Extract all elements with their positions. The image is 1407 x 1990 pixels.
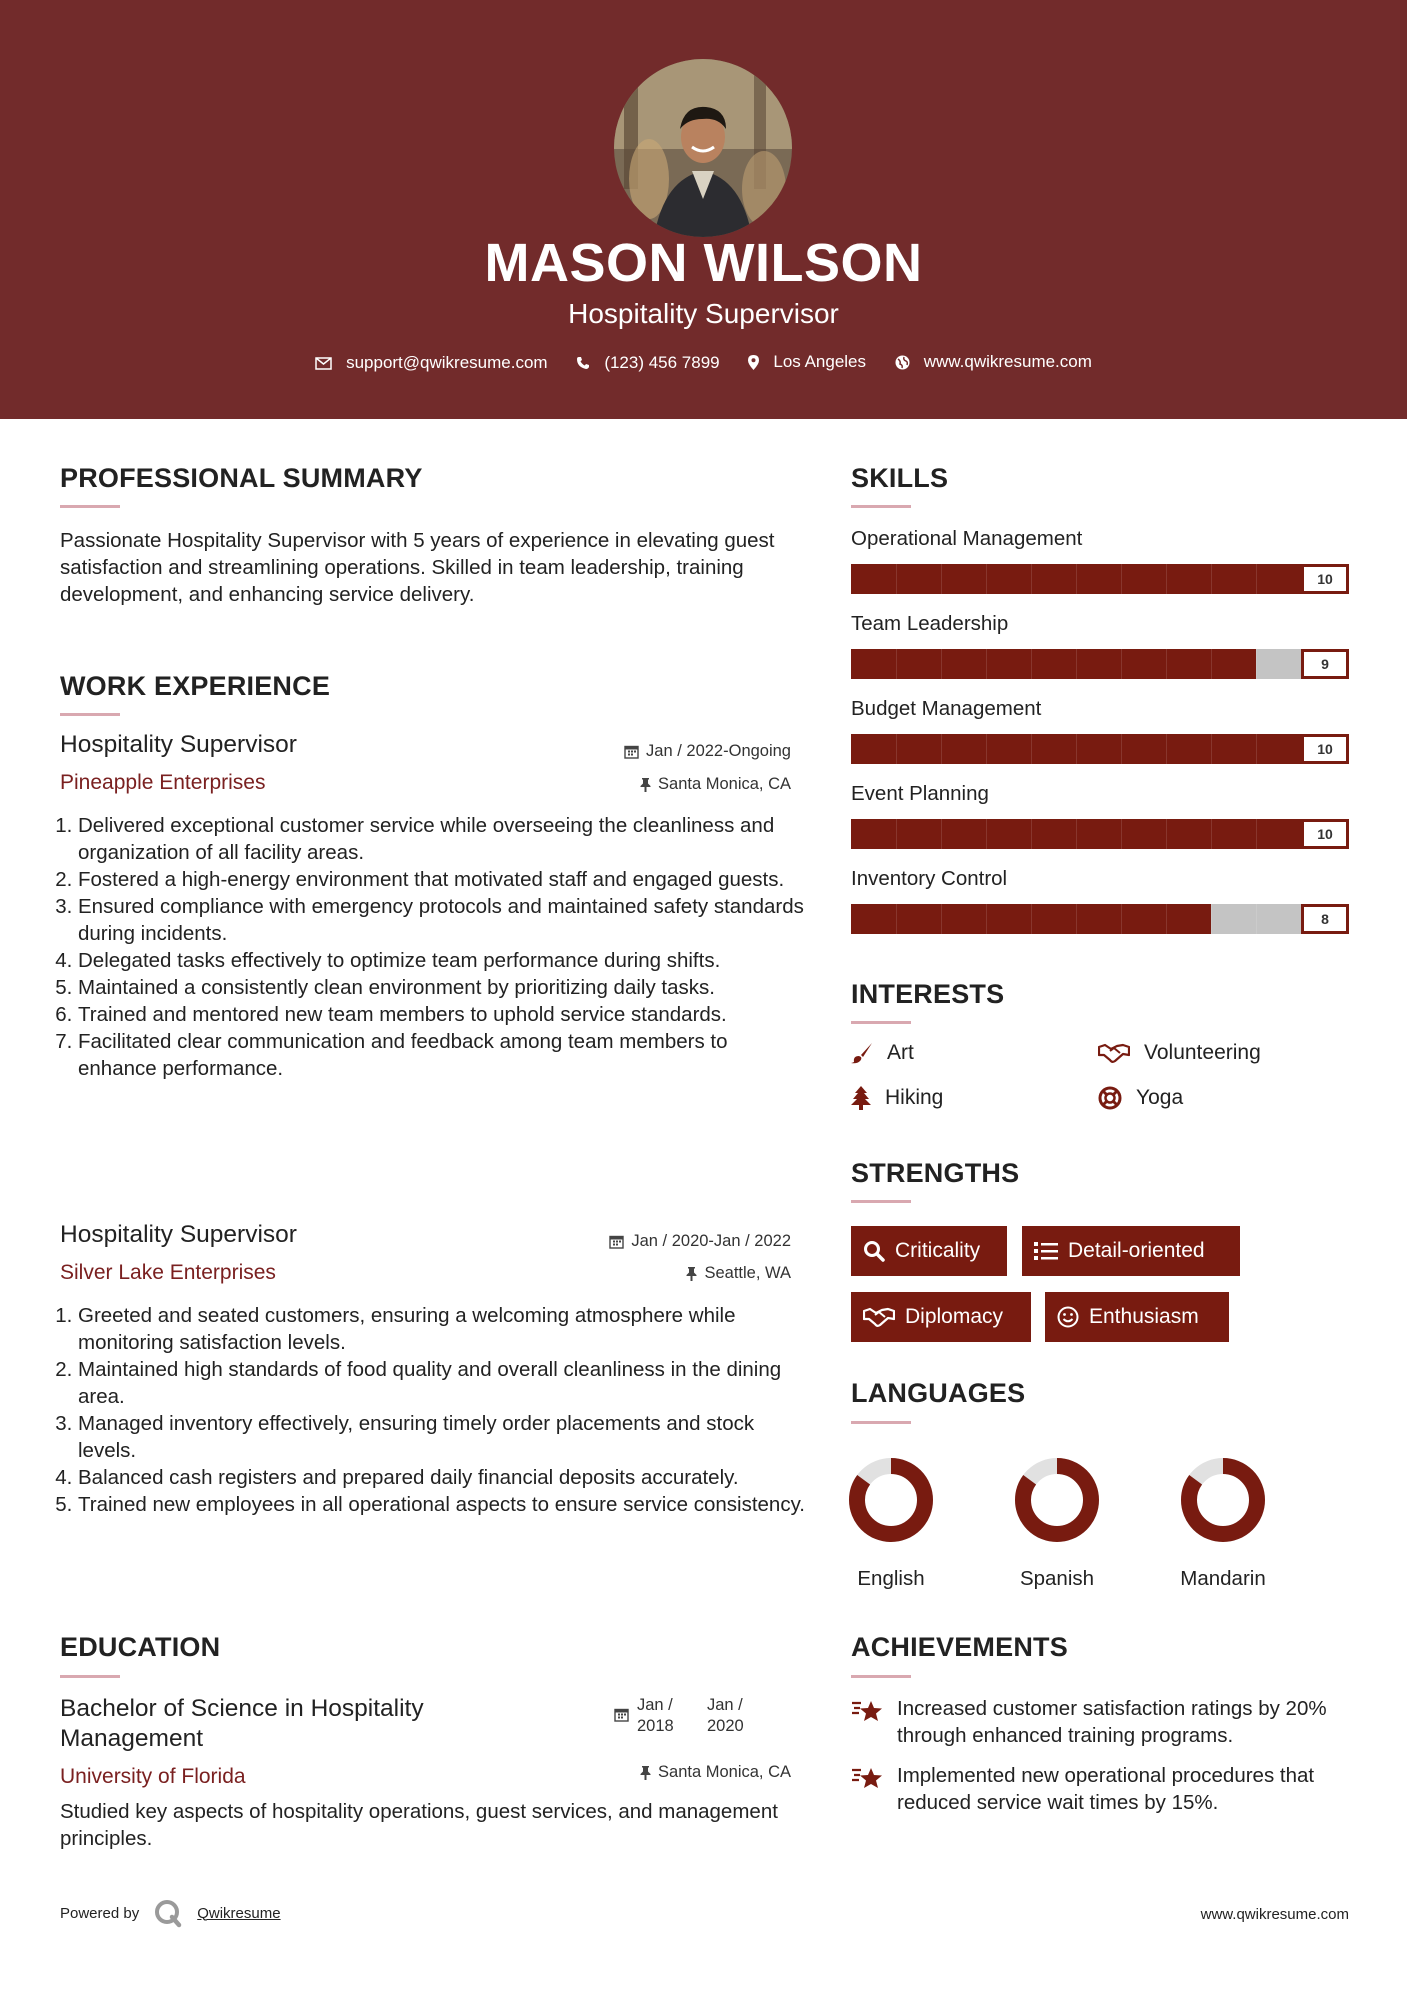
skill-bar-divider: [941, 564, 942, 594]
skill-bar-divider: [1211, 649, 1212, 679]
education-dates: [614, 1695, 757, 1737]
strength-chip-diplomacy: [851, 1292, 1031, 1342]
contact-bar: [0, 352, 1407, 375]
language-item: [1163, 1455, 1283, 1590]
skill-bar-divider: [1076, 564, 1077, 594]
education-degree: Bachelor of Science in Hospitality Management: [60, 1695, 424, 1752]
skill-bar-divider: [1211, 904, 1212, 934]
skill-bar-divider: [1121, 734, 1122, 764]
interests-underline: [851, 1021, 911, 1024]
envelope-icon: [315, 357, 332, 370]
pushpin-icon: [686, 1267, 697, 1281]
footer-website[interactable]: www.qwikresume.com: [1200, 1906, 1349, 1923]
skill-bar-divider: [1166, 819, 1167, 849]
education-date-end: Jan / 2020: [707, 1696, 744, 1735]
skill-score: 9: [1301, 649, 1349, 679]
skill-bar-divider: [1076, 649, 1077, 679]
skill-bar-divider: [1031, 734, 1032, 764]
skill-bar-divider: [1166, 904, 1167, 934]
list-item: 5. Maintained a consistently clean environment by prioritizing daily tasks.: [78, 974, 808, 1001]
language-item: [997, 1455, 1117, 1590]
list-item: 1. Greeted and seated customers, ensuring a welcoming atmosphere while monitoring satisfaction levels.: [78, 1302, 808, 1356]
interests-heading: INTERESTS: [851, 979, 1005, 1009]
smile-icon: [1057, 1306, 1079, 1328]
language-label: Mandarin: [1180, 1567, 1266, 1590]
skill-bar-divider: [1211, 819, 1212, 849]
skill-bar-divider: [986, 819, 987, 849]
list-item: 3. Managed inventory effectively, ensuring timely order placements and stock levels.: [78, 1410, 808, 1464]
skill-bar: [851, 819, 1349, 849]
profile-photo: [614, 59, 792, 237]
interest-yoga: [1098, 1086, 1183, 1110]
skill-bar-divider: [1256, 904, 1257, 934]
star-award-icon: [851, 1764, 885, 1792]
contact-website-text: www.qwikresume.com: [923, 352, 1092, 371]
strength-label: Enthusiasm: [1089, 1305, 1199, 1328]
qwikresume-link[interactable]: Qwikresume: [197, 1904, 281, 1922]
language-label: English: [857, 1567, 925, 1590]
skill-bar-divider: [1121, 904, 1122, 934]
list-item: 7. Facilitated clear communication and feedback among team members to enhance performance.: [78, 1028, 808, 1082]
interest-label: Hiking: [885, 1086, 944, 1109]
list-item: 5. Trained new employees in all operational aspects to ensure service consistency.: [78, 1491, 808, 1518]
interest-hiking: [851, 1086, 943, 1110]
skill-bar: [851, 904, 1349, 934]
skill-bar-divider: [1031, 904, 1032, 934]
strength-chip-detail-oriented: [1022, 1226, 1240, 1276]
skill-bar-fill: [851, 649, 1256, 679]
skill-bar-divider: [1166, 734, 1167, 764]
strengths-heading: STRENGTHS: [851, 1158, 1020, 1188]
skill-bar-divider: [896, 649, 897, 679]
skill-score: 10: [1301, 819, 1349, 849]
contact-phone-text: (123) 456 7899: [604, 352, 720, 372]
strength-label: Diplomacy: [905, 1305, 1004, 1328]
job-2-location-text: Seattle, WA: [704, 1264, 791, 1282]
lifebuoy-icon: [1098, 1086, 1122, 1110]
skill-bar-divider: [1076, 819, 1077, 849]
skill-bar-divider: [1211, 734, 1212, 764]
skill-bar-divider: [986, 904, 987, 934]
skill-label: Budget Management: [851, 697, 1042, 720]
pushpin-icon: [640, 1766, 651, 1780]
skill-score: 8: [1301, 904, 1349, 934]
contact-phone[interactable]: [576, 353, 719, 373]
skill-bar-divider: [1256, 649, 1257, 679]
phone-icon: [576, 356, 590, 370]
pushpin-icon: [640, 778, 651, 792]
globe-icon: [895, 355, 910, 370]
interest-label: Volunteering: [1144, 1041, 1261, 1064]
summary-text: Passionate Hospitality Supervisor with 5 years of experience in elevating guest satisfaction and streamlining operations. Skilled in team leadership, training development, and enhancing service delivery.: [60, 529, 775, 606]
skill-bar-divider: [1121, 649, 1122, 679]
map-pin-icon: [748, 355, 759, 370]
skill-bar-divider: [1031, 649, 1032, 679]
handshake-icon: [863, 1307, 895, 1327]
candidate-title: Hospitality Supervisor: [568, 298, 839, 329]
summary-underline: [60, 505, 120, 508]
education-heading: EDUCATION: [60, 1632, 221, 1662]
job-1-title: Hospitality Supervisor: [60, 731, 297, 758]
language-donut: [997, 1455, 1117, 1545]
skill-label: Inventory Control: [851, 867, 1008, 890]
strengths-underline: [851, 1200, 911, 1203]
interest-label: Yoga: [1136, 1086, 1184, 1109]
list-item: 6. Trained and mentored new team members to uphold service standards.: [78, 1001, 808, 1028]
skill-score: 10: [1301, 734, 1349, 764]
skill-bar: [851, 734, 1349, 764]
education-text: Studied key aspects of hospitality operations, guest services, and management principles.: [60, 1800, 778, 1850]
skill-bar-divider: [1256, 819, 1257, 849]
language-label: Spanish: [1019, 1567, 1095, 1590]
calendar-icon: [609, 1234, 624, 1249]
skills-underline: [851, 505, 911, 508]
list-item: 2. Maintained high standards of food quality and overall cleanliness in the dining area.: [78, 1356, 808, 1410]
avatar: [614, 59, 792, 237]
contact-website[interactable]: [895, 352, 1092, 372]
list-item: 1. Delivered exceptional customer service while overseeing the cleanliness and organization of all facility areas.: [78, 812, 808, 866]
job-2-date: [480, 1232, 791, 1251]
skill-bar-divider: [1031, 819, 1032, 849]
skill-bar-divider: [1166, 564, 1167, 594]
header-banner: [0, 0, 1407, 419]
strength-label: Criticality: [895, 1239, 981, 1262]
skill-bar-divider: [941, 649, 942, 679]
job-2-date-text: Jan / 2020-Jan / 2022: [631, 1232, 791, 1250]
job-2-company: Silver Lake Enterprises: [60, 1261, 276, 1284]
language-donut: [831, 1455, 951, 1545]
job-1-location: [500, 775, 791, 794]
language-item: [831, 1455, 951, 1590]
job-2-bullets: [60, 1302, 808, 1518]
skill-bar: [851, 564, 1349, 594]
languages-heading: LANGUAGES: [851, 1378, 1026, 1408]
job-1-date: [500, 742, 791, 761]
skill-bar-divider: [896, 734, 897, 764]
paintbrush-icon: [851, 1042, 873, 1064]
candidate-name: MASON WILSON: [484, 233, 923, 293]
powered-by-text: Powered by: [60, 1904, 140, 1922]
achievements-heading: ACHIEVEMENTS: [851, 1632, 1068, 1662]
contact-location: [748, 352, 866, 372]
skill-bar-divider: [896, 819, 897, 849]
job-1-company: Pineapple Enterprises: [60, 771, 266, 794]
list-item: 4. Delegated tasks effectively to optimize team performance during shifts.: [78, 947, 808, 974]
strength-chip-criticality: [851, 1226, 1007, 1276]
job-1-date-text: Jan / 2022-Ongoing: [646, 742, 791, 760]
skill-bar-divider: [896, 904, 897, 934]
job-2-title: Hospitality Supervisor: [60, 1221, 297, 1248]
skill-bar-divider: [986, 564, 987, 594]
job-1-location-text: Santa Monica, CA: [658, 775, 791, 793]
skill-bar: [851, 649, 1349, 679]
qwikresume-logo-icon: [153, 1898, 183, 1928]
interest-label: Art: [887, 1041, 914, 1064]
achievements-underline: [851, 1675, 911, 1678]
skill-bar-divider: [941, 734, 942, 764]
skill-bar-divider: [1031, 564, 1032, 594]
footer-powered-by: [60, 1898, 281, 1928]
search-icon: [863, 1240, 885, 1262]
education-school: University of Florida: [60, 1765, 246, 1788]
skill-bar-divider: [1256, 564, 1257, 594]
achievement-item: [851, 1695, 1371, 1749]
calendar-icon: [614, 1707, 629, 1722]
skills-heading: SKILLS: [851, 463, 949, 493]
handshake-icon: [1098, 1043, 1130, 1063]
skill-bar-divider: [941, 819, 942, 849]
list-icon: [1034, 1241, 1058, 1261]
job-1-bullets: [60, 812, 808, 1082]
work-heading: WORK EXPERIENCE: [60, 671, 331, 701]
skill-bar-divider: [1121, 819, 1122, 849]
language-donut: [1163, 1455, 1283, 1545]
skill-bar-divider: [1256, 734, 1257, 764]
strength-chip-enthusiasm: [1045, 1292, 1229, 1342]
interest-volunteering: [1098, 1041, 1261, 1065]
achievement-text: Implemented new operational procedures that reduced service wait times by 15%.: [897, 1764, 1315, 1814]
education-location: [500, 1763, 791, 1782]
skill-bar-divider: [986, 649, 987, 679]
skill-label: Event Planning: [851, 782, 989, 805]
skill-bar-divider: [1121, 564, 1122, 594]
job-2-location: [500, 1264, 791, 1283]
skill-bar-divider: [941, 904, 942, 934]
work-underline: [60, 713, 120, 716]
education-location-text: Santa Monica, CA: [658, 1763, 791, 1781]
skill-bar-divider: [1076, 734, 1077, 764]
achievement-text: Increased customer satisfaction ratings by 20% through enhanced training programs.: [897, 1697, 1327, 1747]
skill-score: 10: [1301, 564, 1349, 594]
education-underline: [60, 1675, 120, 1678]
skill-bar-divider: [896, 564, 897, 594]
skill-bar-divider: [1076, 904, 1077, 934]
list-item: 4. Balanced cash registers and prepared daily financial deposits accurately.: [78, 1464, 808, 1491]
skill-label: Operational Management: [851, 527, 1083, 550]
interest-art: [851, 1041, 914, 1065]
calendar-icon: [624, 744, 639, 759]
tree-icon: [851, 1086, 871, 1110]
education-date-start: Jan / 2018: [637, 1696, 674, 1735]
achievement-item: [851, 1762, 1371, 1816]
contact-email[interactable]: [315, 353, 548, 373]
skill-bar-divider: [986, 734, 987, 764]
summary-heading: PROFESSIONAL SUMMARY: [60, 463, 423, 493]
skill-label: Team Leadership: [851, 612, 1009, 635]
languages-underline: [851, 1421, 911, 1424]
contact-email-text: support@qwikresume.com: [346, 353, 548, 372]
strength-label: Detail-oriented: [1068, 1239, 1205, 1262]
star-award-icon: [851, 1697, 885, 1725]
skill-bar-divider: [1211, 564, 1212, 594]
list-item: 3. Ensured compliance with emergency protocols and maintained safety standards during incidents.: [78, 893, 808, 947]
list-item: 2. Fostered a high-energy environment that motivated staff and engaged guests.: [78, 866, 808, 893]
contact-location-text: Los Angeles: [773, 352, 867, 371]
skill-bar-divider: [1166, 649, 1167, 679]
